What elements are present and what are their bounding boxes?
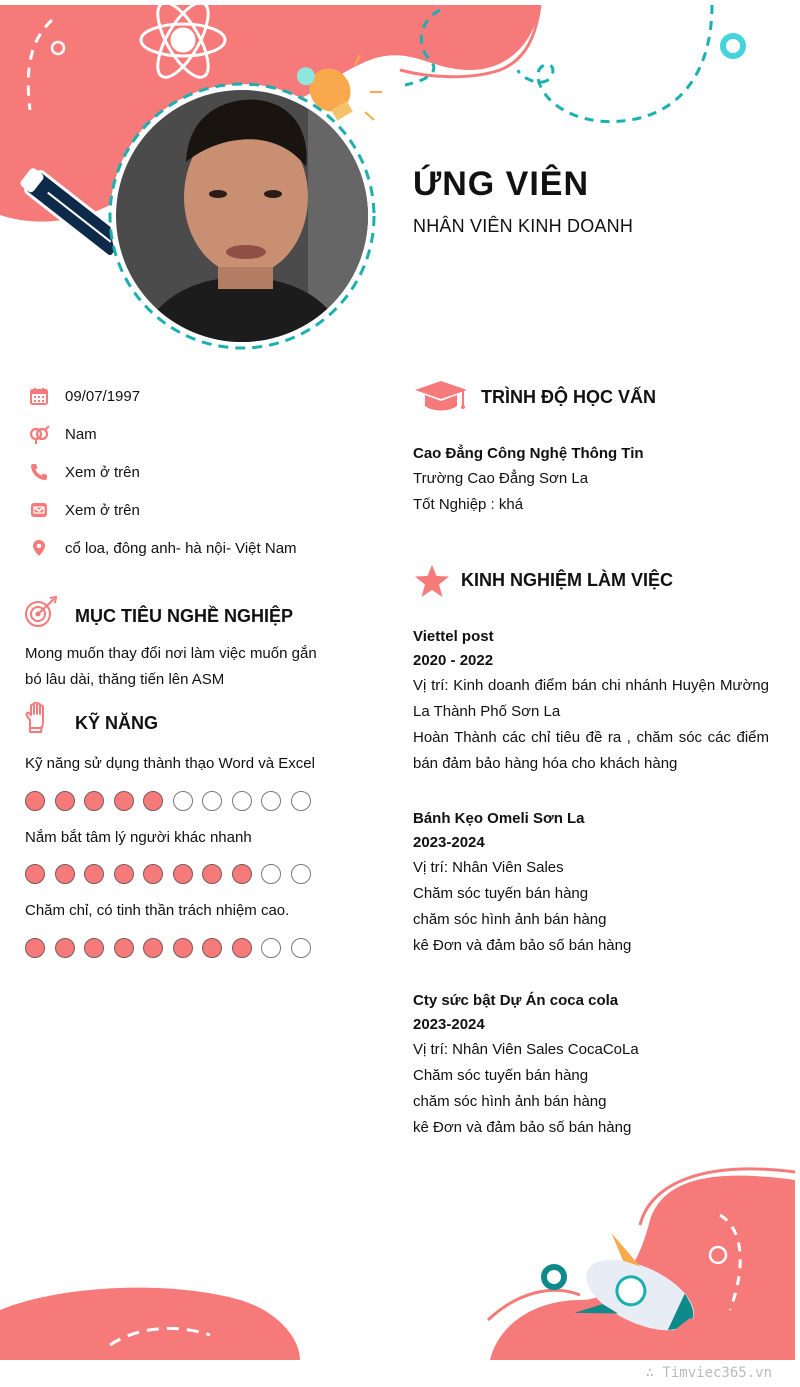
rating-dot-filled <box>114 938 134 958</box>
skill-rating <box>25 864 320 884</box>
job-detail: Chăm sóc tuyến bán hàng <box>413 885 589 902</box>
info-birthdate <box>28 385 140 407</box>
education-major: Cao Đẳng Công Nghệ Thông Tin <box>413 445 644 462</box>
rating-dot-filled <box>232 864 252 884</box>
rating-dot-filled <box>202 938 222 958</box>
skills-heading: KỸ NĂNG <box>75 713 159 733</box>
email-value: Xem ở trên <box>65 501 140 519</box>
brand-text: Timviec365.vn <box>662 1365 772 1381</box>
info-email <box>28 499 140 521</box>
rating-dot-filled <box>84 938 104 958</box>
rating-dot-empty <box>232 791 252 811</box>
brand-mark-icon: ∴ <box>645 1365 663 1381</box>
education-school: Trường Cao Đẳng Sơn La <box>413 470 589 487</box>
rating-dot-filled <box>114 791 134 811</box>
rating-dot-empty <box>291 864 311 884</box>
rating-dot-filled <box>55 864 75 884</box>
address-value: cổ loa, đông anh- hà nội- Việt Nam <box>65 539 297 557</box>
birthdate-value: 09/07/1997 <box>65 387 141 405</box>
job-period: 2023-2024 <box>413 1016 485 1033</box>
email-icon <box>28 499 50 521</box>
gender-icon <box>28 423 50 445</box>
rating-dot-filled <box>84 791 104 811</box>
phone-value: Xem ở trên <box>65 463 140 481</box>
education-heading: TRÌNH ĐỘ HỌC VẤN <box>481 387 656 407</box>
skill-label: Nắm bắt tâm lý người khác nhanh <box>25 829 252 846</box>
rating-dot-filled <box>232 938 252 958</box>
job-company: Viettel post <box>413 628 494 645</box>
job-company: Bánh Kẹo Omeli Sơn La <box>413 810 585 827</box>
experience-heading: KINH NGHIỆM LÀM VIỆC <box>461 570 674 590</box>
rating-dot-empty <box>202 791 222 811</box>
star-icon <box>414 564 450 603</box>
phone-icon <box>28 461 50 483</box>
rating-dot-empty <box>291 791 311 811</box>
location-icon <box>28 537 50 559</box>
objective-heading: MỤC TIÊU NGHỀ NGHIỆP <box>75 606 294 626</box>
rating-dot-empty <box>261 791 281 811</box>
job-entry <box>413 807 769 959</box>
rating-dot-filled <box>25 791 45 811</box>
rating-dot-filled <box>143 791 163 811</box>
candidate-photo <box>108 82 376 350</box>
skill-rating <box>25 791 320 811</box>
skill-rating <box>25 938 320 958</box>
calendar-icon <box>28 385 50 407</box>
hand-icon <box>24 702 48 739</box>
info-gender <box>28 423 97 445</box>
job-title: NHÂN VIÊN KINH DOANH <box>413 216 634 236</box>
rating-dot-filled <box>25 938 45 958</box>
job-detail: chăm sóc hình ảnh bán hàng <box>413 1093 607 1110</box>
rating-dot-empty <box>291 938 311 958</box>
skill-label: Chăm chỉ, có tinh thần trách nhiệm cao. <box>25 902 290 919</box>
job-detail: Vị trí: Kinh doanh điểm bán chi nhánh Huyện Mường La Thành Phố Sơn La <box>413 677 769 720</box>
rating-dot-filled <box>143 864 163 884</box>
rating-dot-filled <box>84 864 104 884</box>
job-detail: Vị trí: Nhân Viên Sales <box>413 859 564 876</box>
rating-dot-empty <box>261 864 281 884</box>
job-detail: Hoàn Thành các chỉ tiêu đề ra , chăm sóc các điểm bán đảm bảo hàng hóa cho khách hàng <box>413 729 769 772</box>
job-detail: chăm sóc hình ảnh bán hàng <box>413 911 607 928</box>
job-entry <box>413 625 769 777</box>
job-detail: kê Đơn và đảm bảo số bán hàng <box>413 937 632 954</box>
candidate-name: ỨNG VIÊN <box>413 165 590 203</box>
job-company: Cty sức bật Dự Án coca cola <box>413 992 619 1009</box>
rating-dot-empty <box>261 938 281 958</box>
rating-dot-filled <box>25 864 45 884</box>
job-detail: Vị trí: Nhân Viên Sales CocaCoLa <box>413 1041 639 1058</box>
graduation-cap-icon <box>413 380 469 419</box>
rating-dot-empty <box>173 791 193 811</box>
rating-dot-filled <box>114 864 134 884</box>
skill-label: Kỹ năng sử dụng thành thạo Word và Excel <box>25 755 315 772</box>
rating-dot-filled <box>55 791 75 811</box>
gender-value: Nam <box>65 425 97 443</box>
job-entry <box>413 989 769 1141</box>
rating-dot-filled <box>202 864 222 884</box>
rating-dot-filled <box>143 938 163 958</box>
footer-brand[interactable] <box>646 1365 772 1381</box>
job-detail: Chăm sóc tuyến bán hàng <box>413 1067 589 1084</box>
job-period: 2020 - 2022 <box>413 652 494 669</box>
job-period: 2023-2024 <box>413 834 485 851</box>
education-result: Tốt Nghiệp : khá <box>413 496 524 513</box>
objective-text: Mong muốn thay đổi nơi làm việc muốn gắn bó lâu dài, thăng tiến lên ASM <box>25 645 317 688</box>
target-icon <box>24 596 58 633</box>
rating-dot-filled <box>173 938 193 958</box>
rating-dot-filled <box>55 938 75 958</box>
job-detail: kê Đơn và đảm bảo số bán hàng <box>413 1119 632 1136</box>
rating-dot-filled <box>173 864 193 884</box>
info-phone <box>28 461 140 483</box>
info-address <box>28 537 297 559</box>
